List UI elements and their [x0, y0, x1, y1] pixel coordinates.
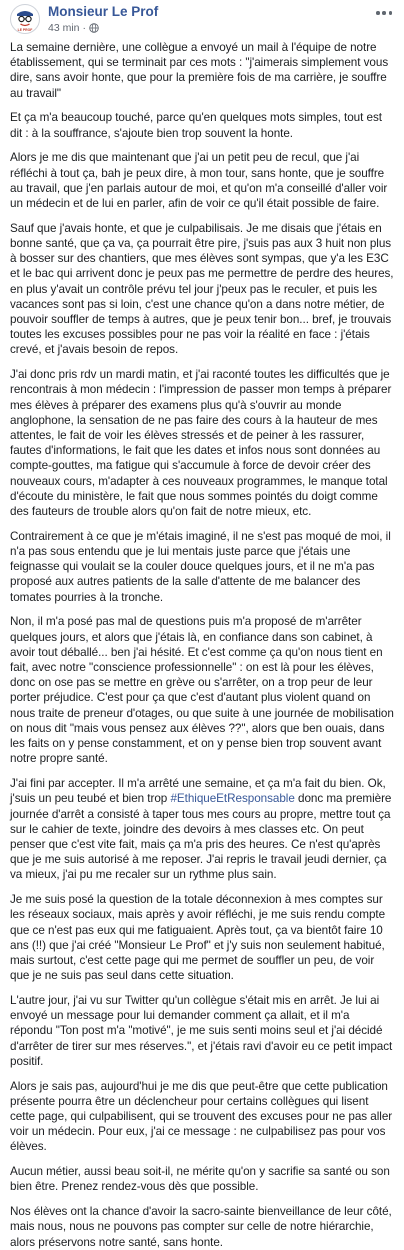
paragraph-text: La semaine dernière, une collègue a envoyé un mail à l'équipe de notre établissement, qui se terminait par ces mots : "j'aimerais simplement vous dire, sans avoir honte, que pour la première fois de ma carrière, je souffre au travail": [10, 41, 389, 100]
page-name[interactable]: Monsieur Le Prof: [48, 4, 159, 19]
post-paragraph: [10, 150, 394, 211]
post-header: [0, 0, 404, 40]
post-paragraph: [10, 1079, 394, 1155]
post-paragraph: [10, 776, 394, 882]
paragraph-text: Contrairement à ce que je m'étais imaginé, il ne s'est pas moqué de moi, il n'a pas sous entendu que je lui mentais juste parce que j'étais une feignasse qui voulait se la couler douce quelques jours, et il ne m'a pas proposé aux autres patients de la salle d'attente de me balancer des tomates pourries à la tronche.: [10, 529, 391, 604]
post-paragraph: [10, 993, 394, 1069]
paragraph-text: Aucun métier, aussi beau soit-il, ne mérite qu'on y sacrifie sa santé ou son bien être. Prenez rendez-vous dès que possible.: [10, 1165, 390, 1194]
post-paragraph: [10, 1204, 394, 1250]
post-paragraph: [10, 110, 394, 140]
post-paragraph: [10, 529, 394, 605]
post-time[interactable]: 43 min: [48, 22, 80, 34]
paragraph-text: donc ma première journée d'arrêt a consisté à taper tous mes cours au propre, mettre tout ça sur le cahier de texte, joindre des devoirs à mes classes etc. On peut penser que c'est vite fait, mais ça m'a pris des heures. Ce n'est qu'après que je me suis autorisé à me reposer. J'ai repris le travail jeudi dernier, ça va mieux, j'ai pu me recaler sur un rythme plus sain.: [10, 792, 392, 882]
paragraph-text: J'ai fini par accepter. Il m'a arrêté une semaine, et ça m'a fait du bien. Ok, j'suis un peu teubé et bien trop: [10, 777, 386, 806]
post-body: [0, 40, 404, 1250]
avatar[interactable]: [10, 4, 40, 34]
avatar-label: LE PROF: [17, 28, 33, 32]
paragraph-text: Alors je sais pas, aujourd'hui je me dis que peut-être que cette publication présente pourra être un déclencheur pour certains collègues qui lisent cette page, qui culpabilisent, qui se trouvent des excuses pour ne pas aller voir un médecin. Pour eux, j'ai ce message : ne culpabilisez pas pour vos élèves.: [10, 1079, 393, 1154]
paragraph-text: Non, il m'a posé pas mal de questions puis m'a proposé de m'arrêter quelques jours, et alors que j'étais là, en confiance dans son cabinet, à avoir tout déballé... ben j'ai hésité. Et c'est comme ça qu'on nous tient en fait, avec notre "conscience professionnelle" : on est là pour les élèves, donc on ose pas se mettre en grève ou s'arrêter, on a trop peur de leur porter préjudice. C'est pour ça que c'est d'autant plus violent quand on nous traite de preneur d'otages, ou que suite à une journée de mobilisation on nous dit "mais vous pensez aux élèves ??", alors que ben ouais, dans les faits on y pense constamment, et on y pense bien trop souvent avant notre propre santé.: [10, 615, 394, 766]
paragraph-text: Et ça m'a beaucoup touché, parce qu'en quelques mots simples, tout est dit : à la souffrance, s'ajoute bien trop souvent la honte.: [10, 111, 382, 140]
more-options-icon[interactable]: [373, 5, 395, 21]
post-paragraph: [10, 892, 394, 983]
post-paragraph: [10, 614, 394, 766]
globe-icon: [89, 23, 99, 33]
paragraph-text: Je me suis posé la question de la totale déconnexion à mes comptes sur les réseaux sociaux, mais après y avoir réfléchi, je me suis rendu compte que ce n'est pas eux qui me fatiguaient. Après tout, ça va bientôt faire 10 ans (!!) que j'ai créé "Monsieur Le Prof" et j'y suis non seulement habitué, mais surtout, c'est cette page qui me permet de souffler un peu, de voir que je ne suis pas seul dans cette situation.: [10, 893, 386, 983]
post-paragraph: [10, 367, 394, 519]
hashtag-link[interactable]: #EthiqueEtResponsable: [170, 792, 295, 806]
paragraph-text: L'autre jour, j'ai vu sur Twitter qu'un collègue s'était mis en arrêt. Je lui ai envoyé un message pour lui demander comment ça allait, et il m'a répondu "Ton post m'a "motivé", je me suis senti moins seul et j'ai décidé d'arrêter de tirer sur mes réserves.", et j'étais ravi d'avoir eu ce petit impact positif.: [10, 993, 393, 1068]
post-paragraph: [10, 1164, 394, 1194]
paragraph-text: J'ai donc pris rdv un mardi matin, et j'ai raconté toutes les difficultés que je rencontrais à mon médecin : l'impression de passer mon temps à préparer mes élèves à préparer des examens plus qu'à s'ouvrir au monde anglophone, la sensation de ne pas faire des cours à la hauteur de mes attentes, le fait de voir les élèves stressés et de peiner à les rassurer, fautes d'informations, le fait que les dates et infos nous sont données au compte-gouttes, ma fatigue qui s'accumule à force de devoir créer des nouveaux cours, m'adapter à ces nouveaux programmes, le manque total d'écoute du ministère, le fait que nous sommes pointés du doigt comme des fauteurs de trouble alors qu'on fait de notre mieux, etc.: [10, 368, 392, 519]
monsieur-le-prof-avatar-icon: [11, 5, 39, 33]
post-meta: 43 min ·: [48, 22, 99, 34]
paragraph-text: Sauf que j'avais honte, et que je culpabilisais. Je me disais que j'étais en bonne santé, que ça va, ça pourrait être pire, j'suis pas aux 3 huit non plus à bosser sur des chantiers, que mes élèves sont sympas, que y'a les E3C et le bac qui arrivent donc je peux pas me permettre de perdre des heures, en plus y'avait un contrôle prévu tel jour j'peux pas le reculer, et puis les vacances sont pas si loin, c'est une chance qu'on a dans notre métier, de pouvoir souffler de temps à autres, que je peux tenir bon... bref, je trouvais toutes les excuses possibles pour ne pas voir la réalité en face : j'étais crevé, et j'avais besoin de repos.: [10, 221, 394, 357]
post-paragraph: [10, 221, 394, 358]
paragraph-text: Alors je me dis que maintenant que j'ai un petit peu de recul, que j'ai réfléchi à tout ça, bah je peux dire, à mon tour, sans honte, que je souffre au travail, que j'en parlais autour de moi, et qu'on m'a conseillé d'aller voir un médecin et de lui en parler, afin de voir ce qu'il était possible de faire.: [10, 151, 388, 211]
post-paragraph: [10, 40, 394, 101]
paragraph-text: Nos élèves ont la chance d'avoir la sacro-sainte bienveillance de leur côté, mais nous, nous ne pouvons pas compter sur celle de notre hiérarchie, alors préservons notre santé, sans honte.: [10, 1205, 392, 1249]
